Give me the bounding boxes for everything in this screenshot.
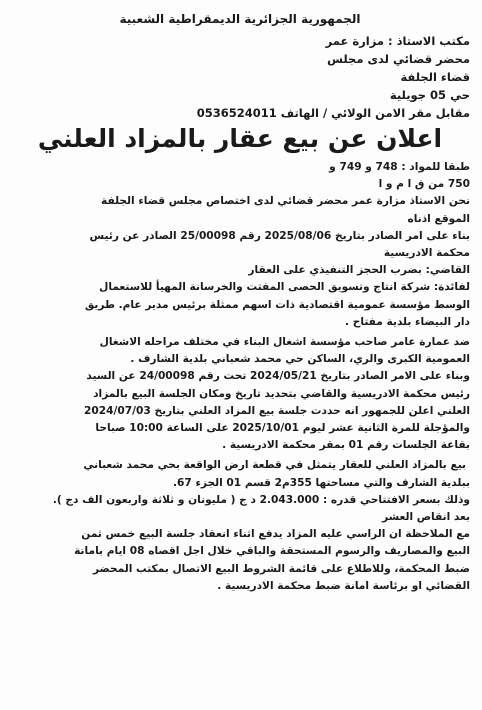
body-line: القضائي او برئاسة امانة ضبط محكمة الادريسية . xyxy=(217,579,470,592)
notice-title: اعلان عن بيع عقار بالمزاد العلني xyxy=(37,124,443,153)
header-line-district: حي 05 جويلية xyxy=(389,88,470,102)
header-line-office: مكتب الاستاذ : مزارة عمر xyxy=(325,34,470,48)
body-line: لفائدة: شركة انتاج وتسويق الحصى المفتت والخرسانة المهيأ للاستعمال xyxy=(99,281,470,294)
body-line: ببلدية الشارف والتي مساحتها 355م2 قسم 01 الجزء 67. xyxy=(173,476,470,489)
body-line: بيع بالمزاد العلني للعقار يتمثل في قطعة ارض الواقعة بحي محمد شعباني xyxy=(83,459,466,472)
header-line-court: قضاء الجلفة xyxy=(400,70,470,84)
body-line: مع الملاحظة ان الراسي عليه المزاد يدفع اثناء انعقاد جلسة البيع خمس ثمن xyxy=(81,528,470,541)
header-line-role: محضر قضائي لدى مجلس xyxy=(327,52,470,66)
body-line: دار البيضاء بلدية مفتاح . xyxy=(345,315,470,328)
body-line: الموقع اذناه xyxy=(407,212,470,225)
republic-heading: الجمهورية الجزائرية الديمقراطية الشعبية xyxy=(119,12,361,26)
body-line: محكمة الادريسية xyxy=(383,247,470,260)
body-line: والمؤجلة للمرة الثانية عشر ليوم 2025/10/01 على الساعة 10:00 صباحا xyxy=(95,422,470,435)
body-line: رئيس محكمة الادريسية والقاضي بتحديد تاريخ ومكان الجلسة البيع بالمزاد xyxy=(93,387,470,400)
body-line: بقاعة الجلسات رقم 01 بمقر محكمة الادريسية . xyxy=(222,439,470,452)
body-line: ضد عمارة عامر صاحب مؤسسة اشغال البناء في مختلف مراحله الاشغال xyxy=(99,336,470,349)
body-line: العلني اعلن للجمهور انه حددت جلسة بيع المزاد العلني بتاريخ 2024/07/03 xyxy=(84,404,470,417)
header-line-phone: مقابل مقر الامن الولائي / الهاتف 0536524011 xyxy=(196,106,470,120)
body-line: بناء على امر الصادر بتاريخ 2025/08/06 رقم 25/00098 الصادر عن رئيس xyxy=(89,229,470,242)
body-line: العمومية الكبرى والري، الساكن حي محمد شعباني بلدية الشارف . xyxy=(130,353,470,366)
body-line: طبقا للمواد : 748 و 749 و xyxy=(329,161,470,173)
body-line: 750 من ق ا م و ا xyxy=(378,178,470,191)
body-line: البيع والمصاريف والرسوم المستحقة والباقي خلال اجل اقصاه 08 ايام بامانة xyxy=(74,545,470,558)
notice-body xyxy=(10,159,470,595)
body-line: وذلك بسعر الافتتاحي قدره : 2.043.000 د ج ( مليونان و ثلاثة واربعون الف دج ). xyxy=(52,493,470,506)
body-line: ضبط المحكمة، وللاطلاع على قائمة الشروط البيع الاتصال بمكتب المحضر xyxy=(92,562,470,575)
office-header xyxy=(10,32,470,122)
body-line: نحن الاستاذ مزارة عمر محضر قضائي لدى اختصاص مجلس قضاء الجلفة xyxy=(101,195,470,208)
body-line: القاضي: بضرب الحجز التنفيذي على العقار xyxy=(248,264,470,277)
body-line: وبناء على الامر الصادر بتاريخ 2024/05/21 تحت رقم 24/00098 عن السيد xyxy=(86,370,470,383)
body-line: بعد انقاص العشر xyxy=(382,511,470,524)
body-line: الوسط مؤسسة عمومية اقتصادية ذات اسهم ممثلة برئيس مدير عام. طريق xyxy=(84,298,470,311)
